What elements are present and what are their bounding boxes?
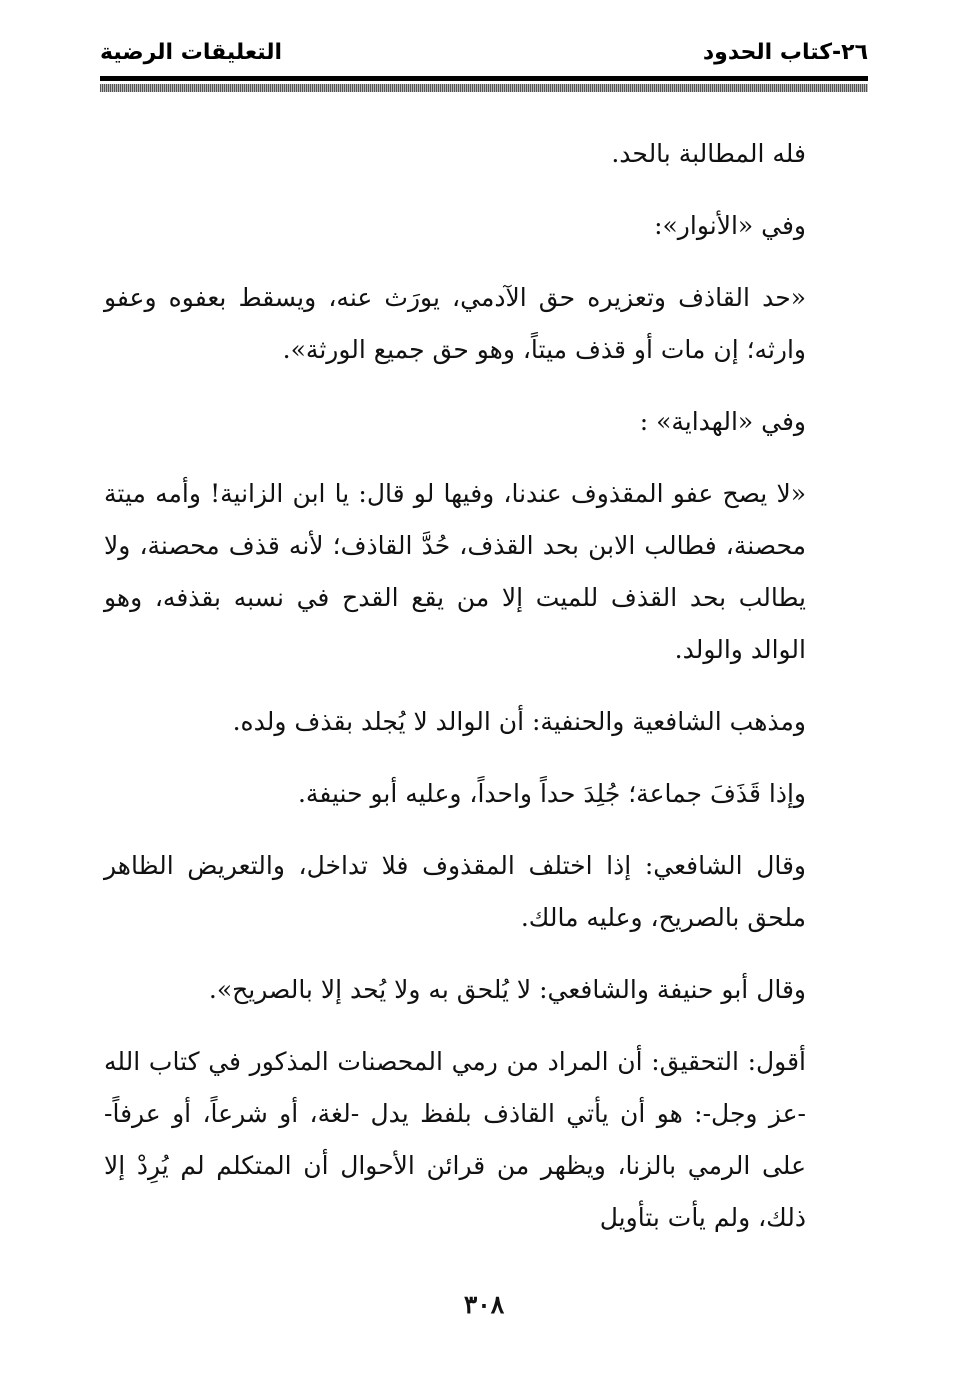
paragraph: ومذهب الشافعية والحنفية: أن الوالد لا يُجلد بقذف ولده. xyxy=(232,707,806,736)
quote-paragraph: «حد القاذف وتعزيره حق الآدمي، يورَث عنه، ويسقط بعفوه وعفو وارثه؛ إن مات أو قذف ميتاً، وهو حق جميع الورثة». xyxy=(104,283,806,364)
paragraph: وفي «الأنوار»: xyxy=(654,211,806,240)
paragraph: وقال الشافعي: إذا اختلف المقذوف فلا تداخل، والتعريض الظاهر ملحق بالصريح، وعليه مالك. xyxy=(104,851,806,932)
paragraph: وإذا قَذَفَ جماعة؛ جُلِدَ حداً واحداً، وعليه أبو حنيفة. xyxy=(297,779,806,808)
paragraph: وقال أبو حنيفة والشافعي: لا يُلحق به ولا يُحد إلا بالصريح». xyxy=(208,975,806,1004)
paragraph: وفي «الهداية» : xyxy=(639,407,806,436)
quote-paragraph: «لا يصح عفو المقذوف عندنا، وفيها لو قال: يا ابن الزانية! وأمه ميتة محصنة، فطالب الابن بحد القذف، حُدَّ القاذف؛ لأنه قذف محصنة، ولا يطالب بحد القذف للميت إلا من يقع القدح في نسبه بقذفه، وهو الوالد والولد. xyxy=(104,479,806,664)
running-header xyxy=(100,36,868,76)
paragraph: فله المطالبة بالحد. xyxy=(611,139,806,168)
page-number: ٣٠٨ xyxy=(463,1290,505,1319)
paragraph: أقول: التحقيق: أن المراد من رمي المحصنات المذكور في كتاب الله -عز وجل-: هو أن يأتي القاذف بلفظ يدل -لغة، أو شرعاً، أو عرفاً- على الرمي بالزنا، ويظهر من قرائن الأحوال أن المتكلم لم يُرِدْ إلا ذلك، ولم يأت بتأويل xyxy=(104,1047,806,1232)
header-rule-thick xyxy=(100,76,868,81)
body-text xyxy=(104,128,862,1264)
header-rule-thin xyxy=(100,84,868,92)
book-title: التعليقات الرضية xyxy=(100,40,283,65)
chapter-title: ٢٦-كتاب الحدود xyxy=(702,40,868,65)
